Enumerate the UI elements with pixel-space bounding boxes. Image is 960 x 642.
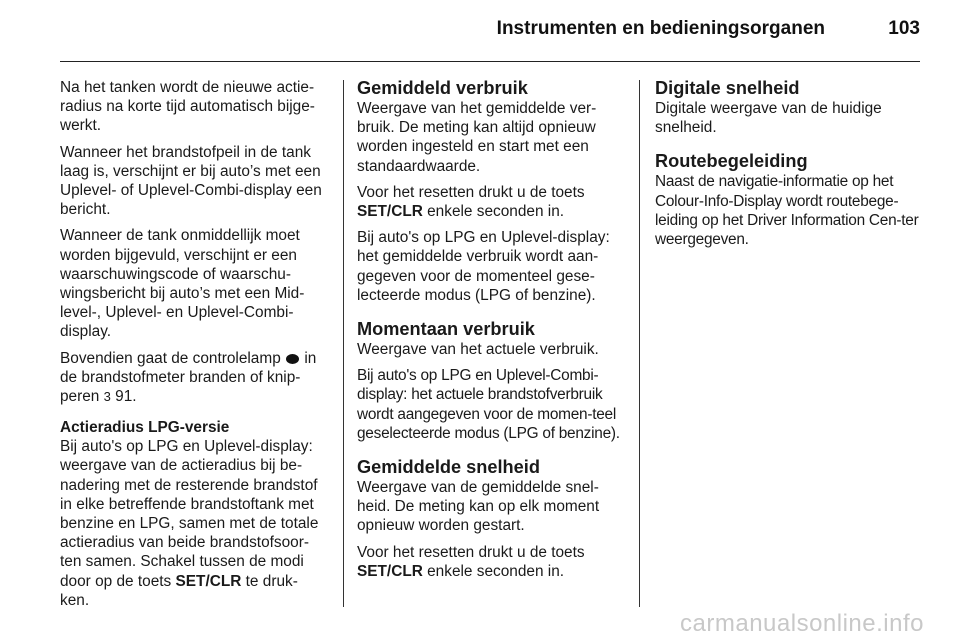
page-reference-arrow-icon: 3 — [103, 389, 111, 405]
paragraph-text: Voor het resetten drukt u de toets — [357, 543, 585, 561]
column-2 — [357, 78, 621, 588]
paragraph-control-lamp — [60, 349, 324, 407]
key-label-set-clr: SET/CLR — [175, 572, 242, 590]
header-divider — [60, 61, 920, 62]
page-number: 103 — [888, 18, 920, 39]
paragraph-text: Digitale weergave van de huidige snelheid. — [655, 100, 882, 137]
paragraph-average-consumption — [357, 99, 621, 176]
heading-instant-consumption: Momentaan verbruik — [357, 319, 535, 340]
paragraph-text: Bij auto's op LPG en Uplevel-display: het gemiddelde verbruik wordt aan-gegeven voor de momenteel gese-lecteerde modus (LPG of benzine). — [357, 229, 610, 304]
page-reference: 91. — [115, 388, 137, 406]
paragraph-lpg-consumption — [357, 228, 621, 305]
paragraph-range-update — [60, 78, 324, 136]
paragraph-text: Weergave van het actuele verbruik. — [357, 341, 599, 359]
key-label-set-clr: SET/CLR — [357, 562, 423, 580]
paragraph-digital-speed — [655, 99, 919, 137]
paragraph-text: te druk-ken. — [60, 572, 298, 609]
paragraph-text: Na het tanken wordt de nieuwe actie-radius na korte tijd automatisch bijge-werkt. — [60, 79, 315, 135]
paragraph-text: Wanneer de tank onmiddellijk moet worden bijgevuld, verschijnt er een waarschuwingscode of waarschu-wingsbericht bij auto’s met een Mid-level-, Uplevel- en Uplevel-Combi-display. — [60, 227, 305, 341]
column-divider-1 — [343, 80, 344, 607]
paragraph-text: Bovendien gaat de controlelamp — [60, 349, 281, 367]
paragraph-lpg-instant — [357, 366, 621, 443]
column-3 — [655, 78, 919, 256]
heading-digital-speed: Digitale snelheid — [655, 78, 800, 98]
page-header-title: Instrumenten en bedieningsorganen — [496, 18, 825, 39]
paragraph-route-guidance — [655, 172, 919, 249]
paragraph-text: Wanneer het brandstofpeil in de tank laag is, verschijnt er bij auto’s met een Uplevel- of Uplevel-Combi-display een bericht. — [60, 143, 322, 219]
watermark: carmanualsonline.info — [680, 610, 924, 637]
paragraph-text: Naast de navigatie-informatie op het Colour-Info-Display wordt routebege-leiding op het Driver Information Cen-ter weergegeven. — [655, 173, 919, 249]
paragraph-text: enkele seconden in. — [427, 203, 565, 221]
paragraph-reset-speed — [357, 543, 621, 581]
key-label-set-clr: SET/CLR — [357, 203, 423, 221]
heading-average-speed: Gemiddelde snelheid — [357, 457, 540, 478]
paragraph-low-fuel — [60, 143, 324, 220]
paragraph-text: Bij auto's op LPG en Uplevel-display: weergave van de actieradius bij be-nadering met de resterende brandstof in elke betreffende brandstoftank met benzine en LPG, samen met de totale actieradius van beide brandstofsoor-ten samen. Schakel tussen de modi door op de toets — [60, 438, 319, 590]
paragraph-refuel-warning — [60, 226, 324, 341]
fuel-warning-dot-icon — [286, 354, 299, 364]
paragraph-text: Bij auto's op LPG en Uplevel-Combi-display: het actuele brandstofverbruik wordt aangegeven voor de momen-teel geselecteerde modus (LPG of benzine). — [357, 367, 620, 442]
paragraph-average-speed — [357, 478, 621, 536]
subheading-lpg-range: Actieradius LPG-versie — [60, 419, 230, 437]
paragraph-text: Weergave van de gemiddelde snel-heid. De meting kan op elk moment opnieuw worden gestart. — [357, 479, 600, 535]
heading-route-guidance: Routebegeleiding — [655, 151, 808, 172]
paragraph-reset-consumption — [357, 183, 621, 221]
paragraph-lpg-range — [60, 437, 324, 610]
column-1 — [60, 78, 324, 617]
paragraph-text: enkele seconden in. — [427, 562, 565, 580]
column-divider-2 — [639, 80, 640, 607]
page-header — [0, 0, 960, 62]
paragraph-text: in de brandstofmeter branden of knip-peren — [60, 349, 317, 406]
paragraph-instant-consumption — [357, 340, 621, 359]
paragraph-text: Weergave van het gemiddelde ver-bruik. De meting kan altijd opnieuw worden ingesteld en start met een standaardwaarde. — [357, 100, 597, 175]
paragraph-text: Voor het resetten drukt u de toets — [357, 183, 585, 201]
heading-average-consumption: Gemiddeld verbruik — [357, 78, 528, 98]
